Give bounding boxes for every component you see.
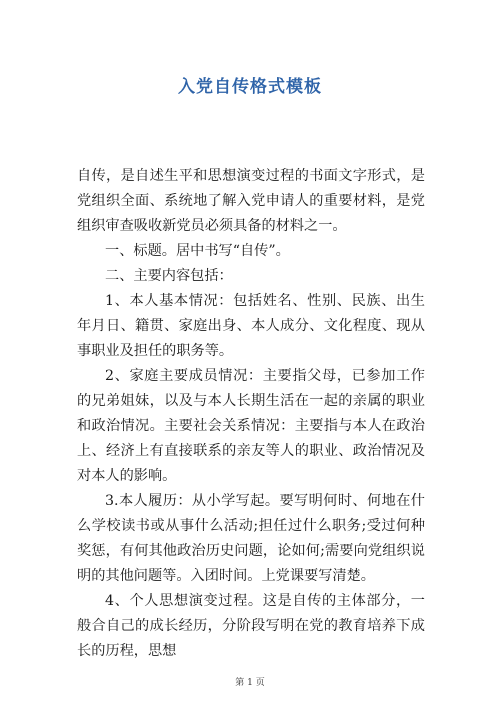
paragraph-resume: 3.本人履历：从小学写起。要写明何时、何地在什么学校读书或从事什么活动;担任过什么职务;受过何种奖惩，有何其他政治历史问题，论如何;需要向党组织说明的其他问题等。入团时间。上党课要写清楚。: [77, 493, 425, 584]
document-title: 入党自传格式模板: [178, 77, 322, 97]
paragraph-thought-evolution: 4、个人思想演变过程。这是自传的主体部分，一般合自己的成长经历，分阶段写明在党的教育培养下成长的历程，思想: [77, 593, 425, 659]
document-body: [77, 164, 425, 664]
paragraph-main-content: 二、主要内容包括：: [105, 268, 233, 284]
paragraph-title-rule: 一、标题。居中书写“自传”。: [105, 243, 290, 259]
page-number: 第 1 页: [235, 678, 265, 688]
paragraph-family-members: 2、家庭主要成员情况：主要指父母，已参加工作的兄弟姐妹，以及与本人长期生活在一起的亲属的职业和政治情况。主要社会关系情况：主要指与本人在政治上、经济上有直接联系的亲友等人的职业、政治情况及对本人的影响。: [77, 368, 425, 484]
paragraph-basic-info: 1、本人基本情况：包括姓名、性别、民族、出生年月日、籍贯、家庭出身、本人成分、文化程度、现从事职业及担任的职务等。: [77, 293, 425, 359]
paragraph-intro: 自传，是自述生平和思想演变过程的书面文字形式，是党组织全面、系统地了解入党申请人的重要材料，是党组织审查吸收新党员必须具备的材料之一。: [77, 168, 425, 234]
